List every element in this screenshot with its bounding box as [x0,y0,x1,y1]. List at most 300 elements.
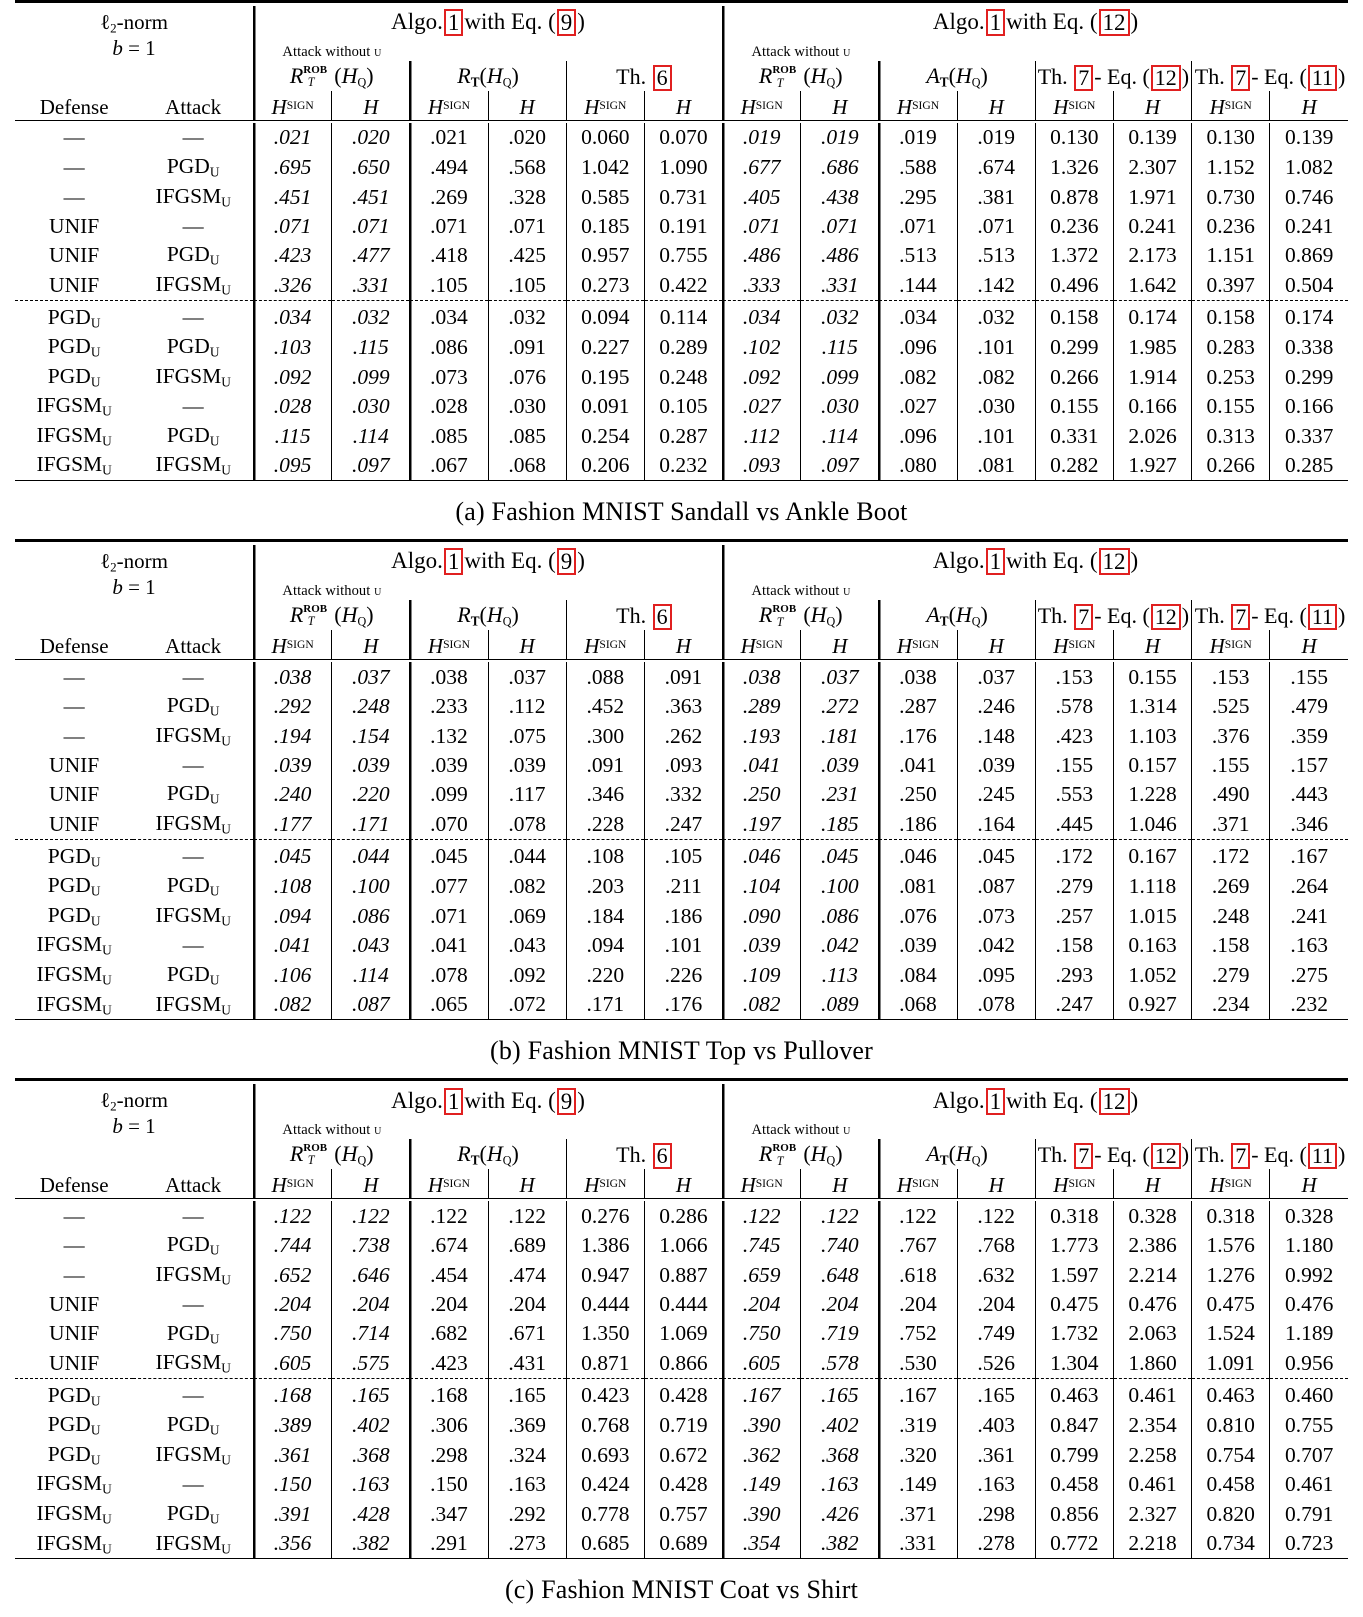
column-header-h-sign: $H^{SIGN}$ [723,91,801,121]
cell-value: .714 [332,1319,410,1349]
cell-value: .020 [488,123,566,152]
cell-value: 0.158 [1035,303,1113,333]
cell-value: 0.337 [1270,421,1348,451]
budget-label: b = 1 [112,575,156,600]
reference-box[interactable]: 12 [1099,1088,1130,1115]
reference-box[interactable]: 9 [557,548,577,575]
cell-value: .037 [488,662,566,691]
cell-value: .418 [410,240,488,270]
cell-value: 0.283 [1192,332,1270,362]
cell-value: .176 [644,990,722,1020]
cell-defense: UNIF [49,1291,100,1316]
cell-value: .019 [723,123,801,152]
cell-value: .082 [488,871,566,901]
cell-value: .154 [332,721,410,751]
cell-value: .197 [723,809,801,839]
cell-value: .445 [1035,809,1113,839]
cell-value: .289 [723,691,801,721]
cell-value: .165 [801,1381,879,1411]
reference-box[interactable]: 12 [1099,9,1130,36]
cell-value: .042 [957,930,1035,960]
cell-value: 1.091 [1192,1348,1270,1378]
reference-box[interactable]: 11 [1308,65,1337,91]
cell-value: 1.971 [1113,182,1191,212]
cell-value: 0.328 [1270,1201,1348,1230]
metric-spacer [15,61,254,91]
cell-value: .332 [644,779,722,809]
cell-value: 0.195 [566,362,644,392]
column-header-h-sign: $H^{SIGN}$ [879,91,957,121]
cell-value: 0.114 [644,303,722,333]
cell-value: .149 [723,1469,801,1499]
cell-value: 0.070 [644,123,722,152]
reference-box[interactable]: 7 [1074,1143,1093,1169]
cell-value: .324 [488,1440,566,1470]
column-header-defense: Defense [39,634,109,659]
cell-value: .071 [488,211,566,240]
cell-value: 0.585 [566,182,644,212]
cell-value: .092 [254,362,332,392]
cell-value: .164 [957,809,1035,839]
table-row [15,123,1348,152]
cell-value: .745 [723,1230,801,1260]
reference-box[interactable]: 7 [1231,604,1250,630]
metric-at-right: $A_T(H_Q)$ [879,1139,1035,1169]
cell-defense: — [63,723,85,748]
cell-value: .032 [488,303,566,333]
header-row-columns [15,630,1348,660]
cell-value: .513 [957,240,1035,270]
reference-box[interactable]: 6 [653,604,672,630]
metric-rrob-left: $R^{ROB}_T$ $(H_Q)$ [254,1139,410,1169]
cell-value: .087 [332,990,410,1020]
cell-value: 0.476 [1270,1290,1348,1319]
cell-attack: $IFGSM_U$ [155,183,231,210]
cell-value: .117 [488,779,566,809]
cell-value: 0.166 [1270,391,1348,421]
metric-rrob-left: $R^{ROB}_T$ $(H_Q)$ [254,600,410,630]
cell-value: .158 [1192,930,1270,960]
cell-value: .028 [254,391,332,421]
cell-value: .403 [957,1410,1035,1440]
cell-value: .248 [332,691,410,721]
cell-value: 0.397 [1192,270,1270,300]
cell-value: .088 [566,662,644,691]
cell-value: .102 [723,332,801,362]
column-header-h: H [488,91,566,121]
cell-value: .171 [566,990,644,1020]
cell-value: .233 [410,691,488,721]
cell-value: 0.105 [644,391,722,421]
column-header-h: H [644,630,722,660]
cell-value: .019 [801,123,879,152]
cell-value: 2.218 [1113,1529,1191,1559]
cell-attack: — [182,1472,204,1497]
column-header-h: H [332,630,410,660]
column-header-h-sign: $H^{SIGN}$ [410,1169,488,1199]
cell-value: 0.289 [644,332,722,362]
cell-value: .091 [644,662,722,691]
column-header-h: H [801,1169,879,1199]
column-header-h-sign: $H^{SIGN}$ [254,1169,332,1199]
cell-value: .034 [723,303,801,333]
cell-value: .071 [723,211,801,240]
cell-value: 0.428 [644,1381,722,1411]
column-header-h-sign: $H^{SIGN}$ [879,1169,957,1199]
cell-value: .306 [410,1410,488,1440]
cell-value: .423 [254,240,332,270]
column-header-h-sign: $H^{SIGN}$ [723,1169,801,1199]
cell-value: .122 [332,1201,410,1230]
cell-value: .677 [723,152,801,182]
cell-value: .368 [332,1440,410,1470]
cell-value: 0.755 [1270,1410,1348,1440]
cell-attack: $PGD_U$ [166,781,220,808]
cell-value: 0.338 [1270,332,1348,362]
cell-value: .479 [1270,691,1348,721]
cell-value: .077 [410,871,488,901]
cell-value: .204 [801,1290,879,1319]
table-row [15,1381,1348,1411]
cell-value: 0.878 [1035,182,1113,212]
cell-value: 0.232 [644,450,722,480]
cell-value: .381 [957,182,1035,212]
cell-value: 0.992 [1270,1260,1348,1290]
cell-value: 1.642 [1113,270,1191,300]
table-row [15,303,1348,333]
cell-value: .122 [488,1201,566,1230]
cell-value: .530 [879,1348,957,1378]
cell-attack: — [182,752,204,777]
cell-value: 0.428 [644,1469,722,1499]
cell-value: .070 [410,809,488,839]
table-row [15,871,1348,901]
cell-value: .172 [1035,842,1113,872]
cell-value: .115 [801,332,879,362]
cell-attack: — [182,305,204,330]
cell-value: 1.326 [1035,152,1113,182]
column-header-h: H [957,630,1035,660]
cell-value: .068 [879,990,957,1020]
cell-attack: $IFGSM_U$ [155,1350,231,1376]
cell-value: .674 [410,1230,488,1260]
cell-value: .163 [488,1469,566,1499]
reference-box[interactable]: 1 [444,1088,464,1115]
cell-value: .038 [879,662,957,691]
cell-value: .100 [332,871,410,901]
cell-value: .044 [488,842,566,872]
cell-value: 0.285 [1270,450,1348,480]
cell-value: .248 [1192,901,1270,931]
table-row [15,691,1348,721]
cell-value: 2.386 [1113,1230,1191,1260]
cell-value: .247 [1035,990,1113,1020]
cell-attack: $PGD_U$ [166,1412,220,1438]
cell-value: .112 [723,421,801,451]
cell-value: .298 [957,1499,1035,1529]
cell-value: 1.015 [1113,901,1191,931]
reference-box[interactable]: 7 [1074,65,1093,91]
metric-at-right: $A_T(H_Q)$ [879,61,1035,91]
cell-value: 0.461 [1113,1469,1191,1499]
cell-value: 0.328 [1113,1201,1191,1230]
cell-attack: — [182,1203,204,1228]
cell-value: .072 [488,990,566,1020]
cell-value: 1.090 [644,152,722,182]
cell-value: .099 [801,362,879,392]
budget-label: b = 1 [112,1114,156,1139]
cell-value: 1.118 [1113,871,1191,901]
cell-value: .618 [879,1260,957,1290]
cell-value: .105 [410,270,488,300]
cell-value: .027 [879,391,957,421]
cell-value: 0.460 [1270,1381,1348,1411]
column-header-h: H [1270,630,1348,660]
cell-attack: $IFGSM_U$ [155,722,231,749]
reference-box[interactable]: 1 [986,1088,1006,1115]
column-header-h-sign: $H^{SIGN}$ [1035,91,1113,121]
column-header-h-sign: $H^{SIGN}$ [1035,630,1113,660]
reference-box[interactable]: 6 [653,1143,672,1169]
table-row [15,930,1348,960]
reference-box[interactable]: 12 [1151,1143,1181,1169]
cell-value: 2.258 [1113,1440,1191,1470]
cell-value: .092 [723,362,801,392]
cell-value: 0.719 [644,1410,722,1440]
cell-value: .038 [410,662,488,691]
cell-defense: UNIF [49,752,100,777]
cell-value: .085 [488,421,566,451]
cell-value: .071 [410,901,488,931]
reference-box[interactable]: 12 [1151,65,1181,91]
cell-defense: UNIF [49,243,100,268]
reference-box[interactable]: 1 [986,9,1006,36]
cell-attack: $PGD_U$ [166,334,220,360]
cell-value: .292 [254,691,332,721]
reference-box[interactable]: 6 [653,65,672,91]
cell-value: .045 [410,842,488,872]
header-row-budget [15,1114,1348,1139]
cell-value: .326 [254,270,332,300]
cell-value: .292 [488,1499,566,1529]
cell-value: .114 [332,960,410,990]
cell-value: .155 [1270,662,1348,691]
cell-value: 1.189 [1270,1319,1348,1349]
cell-value: .041 [410,930,488,960]
cell-defense: $PGD_U$ [47,334,101,360]
cell-value: 1.046 [1113,809,1191,839]
cell-value: 0.236 [1035,211,1113,240]
cell-value: .082 [723,990,801,1020]
cell-value: .368 [801,1440,879,1470]
cell-attack: $IFGSM_U$ [155,811,231,837]
cell-defense: — [63,155,85,180]
cell-value: 1.732 [1035,1319,1113,1349]
cell-value: .652 [254,1260,332,1290]
header-row-group [15,6,1348,36]
reference-box[interactable]: 7 [1231,1143,1250,1169]
cell-value: .648 [801,1260,879,1290]
cell-value: .405 [723,182,801,212]
cell-value: .333 [723,270,801,300]
cell-value: .356 [254,1529,332,1559]
cell-value: .076 [488,362,566,392]
cell-value: .272 [801,691,879,721]
reference-box[interactable]: 1 [986,548,1006,575]
cell-value: 0.463 [1035,1381,1113,1411]
cell-value: 0.139 [1113,123,1191,152]
cell-value: .087 [957,871,1035,901]
cell-value: .114 [332,421,410,451]
cell-value: .109 [723,960,801,990]
cell-value: .346 [1270,809,1348,839]
table-row [15,1348,1348,1378]
cell-value: .646 [332,1260,410,1290]
attack-without-u-right: Attack without u [723,36,879,61]
table-row [15,1319,1348,1349]
cell-value: .402 [801,1410,879,1440]
header-row-columns [15,1169,1348,1199]
cell-value: 1.576 [1192,1230,1270,1260]
attack-without-u-left: Attack without u [254,1114,410,1139]
cell-value: 0.957 [566,240,644,270]
cell-value: 1.228 [1113,779,1191,809]
reference-box[interactable]: 9 [557,1088,577,1115]
cell-value: 0.313 [1192,421,1270,451]
cell-value: .659 [723,1260,801,1290]
cell-value: .320 [879,1440,957,1470]
cell-value: .105 [488,270,566,300]
cell-value: 0.475 [1192,1290,1270,1319]
cell-value: .091 [566,750,644,779]
cell-value: .390 [723,1499,801,1529]
cell-attack: $IFGSM_U$ [155,1261,231,1288]
reference-box[interactable]: 7 [1074,604,1093,630]
cell-value: .084 [879,960,957,990]
column-header-h: H [801,91,879,121]
cell-value: .163 [332,1469,410,1499]
cell-defense: $PGD_U$ [47,1412,101,1438]
cell-value: .176 [879,721,957,751]
cell-value: 0.130 [1192,123,1270,152]
reference-box[interactable]: 9 [557,9,577,36]
cell-value: 0.282 [1035,450,1113,480]
cell-attack: — [182,1383,204,1408]
reference-box[interactable]: 7 [1231,65,1250,91]
metric-th6: Th. 6 [566,61,722,91]
cell-value: 0.254 [566,421,644,451]
column-header-h: H [957,91,1035,121]
column-header-h: H [1270,91,1348,121]
column-header-attack: Attack [165,634,222,659]
cell-value: 1.386 [566,1230,644,1260]
cell-value: 1.151 [1192,240,1270,270]
cell-value: .100 [801,871,879,901]
cell-value: 0.755 [644,240,722,270]
cell-attack: $PGD_U$ [166,154,220,180]
cell-value: .750 [723,1319,801,1349]
reference-box[interactable]: 12 [1099,548,1130,575]
cell-value: .226 [644,960,722,990]
group-title-left: Algo. 1 with Eq. ( 9 ) [254,545,723,575]
cell-value: .114 [801,421,879,451]
cell-value: .605 [254,1348,332,1378]
cell-value: .097 [801,450,879,480]
cell-defense: UNIF [49,1350,100,1375]
cell-value: 0.461 [1113,1381,1191,1411]
reference-box[interactable]: 11 [1308,604,1337,630]
cell-value: 0.730 [1192,182,1270,212]
column-header-h: H [488,1169,566,1199]
metric-th6: Th. 6 [566,600,722,630]
reference-box[interactable]: 1 [444,548,464,575]
cell-value: .232 [1270,990,1348,1020]
cell-value: .278 [957,1529,1035,1559]
table-row [15,1290,1348,1319]
metric-rrob-left: $R^{ROB}_T$ $(H_Q)$ [254,61,410,91]
cell-value: .682 [410,1319,488,1349]
cell-value: 0.266 [1035,362,1113,392]
cell-value: .101 [957,332,1035,362]
spacer-right [879,1114,1348,1139]
cell-value: .122 [801,1201,879,1230]
cell-value: .362 [723,1440,801,1470]
column-header-h-sign: $H^{SIGN}$ [1192,91,1270,121]
cell-value: 0.723 [1270,1529,1348,1559]
cell-value: 2.307 [1113,152,1191,182]
cell-value: .204 [254,1290,332,1319]
table-row [15,809,1348,839]
cell-value: 0.286 [644,1201,722,1230]
cell-attack: — [182,844,204,869]
spacer-left [410,1114,723,1139]
cell-value: 0.847 [1035,1410,1113,1440]
cell-value: .163 [801,1469,879,1499]
table-row [15,332,1348,362]
cell-defense: — [63,694,85,719]
cell-value: .082 [254,990,332,1020]
cell-value: 0.248 [644,362,722,392]
metric-th7-eq12: Th. 7 - Eq. ( 12 ) [1035,600,1191,630]
cell-value: .269 [410,182,488,212]
cell-value: .071 [957,211,1035,240]
cell-value: 0.731 [644,182,722,212]
cell-value: .650 [332,152,410,182]
cell-value: 1.103 [1113,721,1191,751]
cell-value: .122 [957,1201,1035,1230]
table-block-a [0,0,1363,539]
cell-value: 1.052 [1113,960,1191,990]
reference-box[interactable]: 1 [444,9,464,36]
cell-value: .071 [879,211,957,240]
cell-defense: $IFGSM_U$ [36,452,112,479]
cell-value: .071 [254,211,332,240]
reference-box[interactable]: 11 [1308,1143,1337,1169]
cell-value: .168 [254,1381,332,1411]
cell-value: .228 [566,809,644,839]
cell-value: .331 [332,270,410,300]
cell-value: 0.185 [566,211,644,240]
cell-attack: — [182,125,204,150]
cell-value: 0.458 [1192,1469,1270,1499]
cell-value: .115 [332,332,410,362]
cell-value: 1.927 [1113,450,1191,480]
cell-value: .019 [957,123,1035,152]
reference-box[interactable]: 12 [1151,604,1181,630]
cell-value: .346 [566,779,644,809]
cell-attack: $PGD_U$ [166,693,220,720]
cell-value: .142 [957,270,1035,300]
